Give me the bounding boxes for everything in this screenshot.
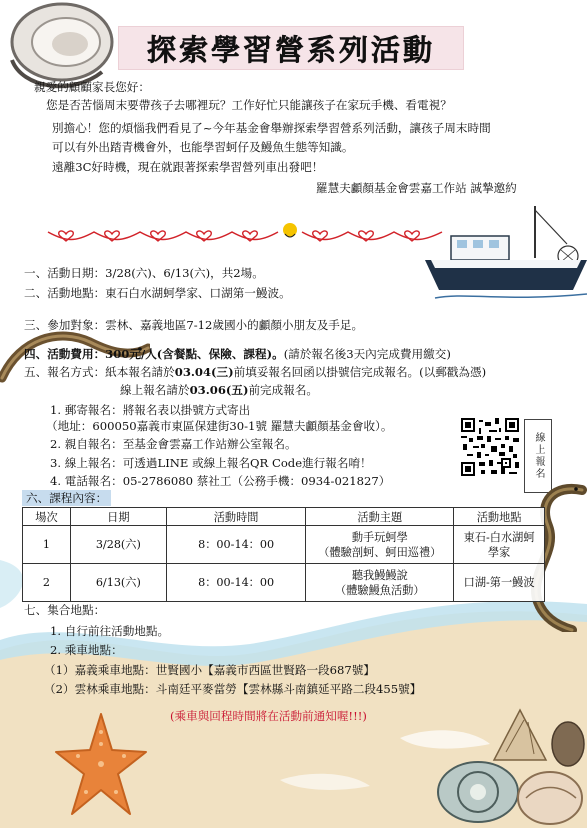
greeting: 親愛的顧顧家長您好： <box>34 80 150 94</box>
table-row <box>23 526 545 564</box>
theme-subtitle: （體驗剖蚵、蚵田巡禮） <box>318 545 442 559</box>
place-line-1: 口湖-第一鰻波 <box>463 576 535 589</box>
signup-paper <box>24 365 486 380</box>
header-time: 活動時間 <box>166 508 306 526</box>
qr-code[interactable] <box>461 418 519 476</box>
theme-title: 聽我鰻鰻說 <box>351 568 408 582</box>
cell-session: 2 <box>23 564 71 602</box>
gather-option-2: 2. 乘車地點： <box>50 643 123 657</box>
cell-theme <box>306 564 454 602</box>
header-theme: 活動主題 <box>306 508 454 526</box>
cell-place <box>454 564 545 602</box>
cell-date: 3/28(六) <box>70 526 166 564</box>
signup-online <box>120 383 318 398</box>
intro-line-3: 可以有外出踏青機會外，也能學習蚵仔及鰻魚生態等知識。 <box>52 140 354 154</box>
cell-session: 1 <box>23 526 71 564</box>
signup-label: 五、報名方式： <box>24 365 106 379</box>
signup-paper-pre: 紙本報名請於 <box>105 365 175 379</box>
method-mail-address: （地址：600050嘉義市東區保建街30-1號 羅慧夫顱顏基金會收）。 <box>46 419 393 433</box>
qr-label: 線上報名 <box>533 432 544 480</box>
cell-time: 8：00-14：00 <box>166 564 306 602</box>
fee-label: 四、活動費用： <box>24 347 106 361</box>
gather-heading: 七、集合地點： <box>24 603 106 617</box>
fee-value: 300元/人(含餐點、保險、課程)。 <box>105 347 284 361</box>
intro-line-1: 您是否苦惱周末要帶孩子去哪裡玩？工作好忙只能讓孩子在家玩手機、看電視？ <box>46 98 452 112</box>
starfish-icon <box>54 712 148 818</box>
table-row <box>23 564 545 602</box>
signup-online-pre: 線上報名請於 <box>120 383 190 397</box>
heart-garland-divider <box>46 220 444 244</box>
course-heading: 六、課程內容： <box>22 490 111 506</box>
title-banner <box>118 26 464 70</box>
method-online: 3. 線上報名：可透過LINE 或線上報名QR Code進行報名唷！ <box>50 456 372 470</box>
signup-paper-post: 前填妥報名回函以掛號信完成報名。(以郵戳為憑) <box>233 365 487 379</box>
header-place: 活動地點 <box>454 508 545 526</box>
signup-paper-date: 03.04(三) <box>174 365 234 379</box>
target-audience: 三、參加對象：雲林、嘉義地區7-12歲國小的顱顏小朋友及手足。 <box>24 318 364 332</box>
theme-title: 動手玩蚵學 <box>351 530 408 544</box>
fishing-boat-icon <box>425 198 587 308</box>
pickup-stop-2: （2）雲林乘車地點：斗南廷平麥當勞【雲林縣斗南鎮延平路二段455號】 <box>44 682 422 696</box>
signup-online-post: 前完成報名。 <box>248 383 319 397</box>
intro-line-2: 別擔心！您的煩惱我們看見了~今年基金會舉辦探索學習營系列活動，讓孩子周末時間 <box>52 121 491 135</box>
page-title: 探索學習營系列活動 <box>146 32 435 67</box>
place-line-1: 東石-白水湖蚵 <box>463 530 535 544</box>
activity-place: 二、活動地點：東石白水湖蚵學家、口湖第一鰻波。 <box>24 286 291 300</box>
place-line-2: 學家 <box>487 545 511 559</box>
header-date: 日期 <box>70 508 166 526</box>
method-mail: 1. 郵寄報名：將報名表以掛號方式寄出 <box>50 403 251 417</box>
fee-note: (請於報名後3天內完成費用繳交) <box>283 347 451 361</box>
method-in-person: 2. 親自報名：至基金會雲嘉工作站辦公室報名。 <box>50 437 297 451</box>
method-phone: 4. 電話報名：05-2786080 蔡社工（公務手機：0934-021827） <box>50 474 391 488</box>
seashells-icon <box>430 700 587 828</box>
table-header-row <box>23 508 545 526</box>
signup-online-date: 03.06(五) <box>189 383 249 397</box>
pickup-stop-1: （1）嘉義乘車地點：世賢國小【嘉義市西區世賢路一段687號】 <box>44 663 375 677</box>
cell-time: 8：00-14：00 <box>166 526 306 564</box>
theme-subtitle: （體驗鰻魚活動） <box>335 583 425 597</box>
course-table <box>22 507 545 602</box>
signature: 羅慧夫顱顏基金會雲嘉工作站 誠摯邀約 <box>316 181 517 195</box>
activity-date: 一、活動日期：3/28(六)、6/13(六)，共2場。 <box>24 266 264 280</box>
cell-place <box>454 526 545 564</box>
gather-option-1: 1. 自行前往活動地點。 <box>50 624 170 638</box>
header-session: 場次 <box>23 508 71 526</box>
cell-date: 6/13(六) <box>70 564 166 602</box>
activity-fee <box>24 347 451 362</box>
pickup-note: (乘車與回程時間將在活動前通知喔!!!) <box>170 709 367 723</box>
intro-line-4: 遠離3C好時機，現在就跟著探索學習營列車出發吧！ <box>52 160 324 174</box>
cell-theme <box>306 526 454 564</box>
